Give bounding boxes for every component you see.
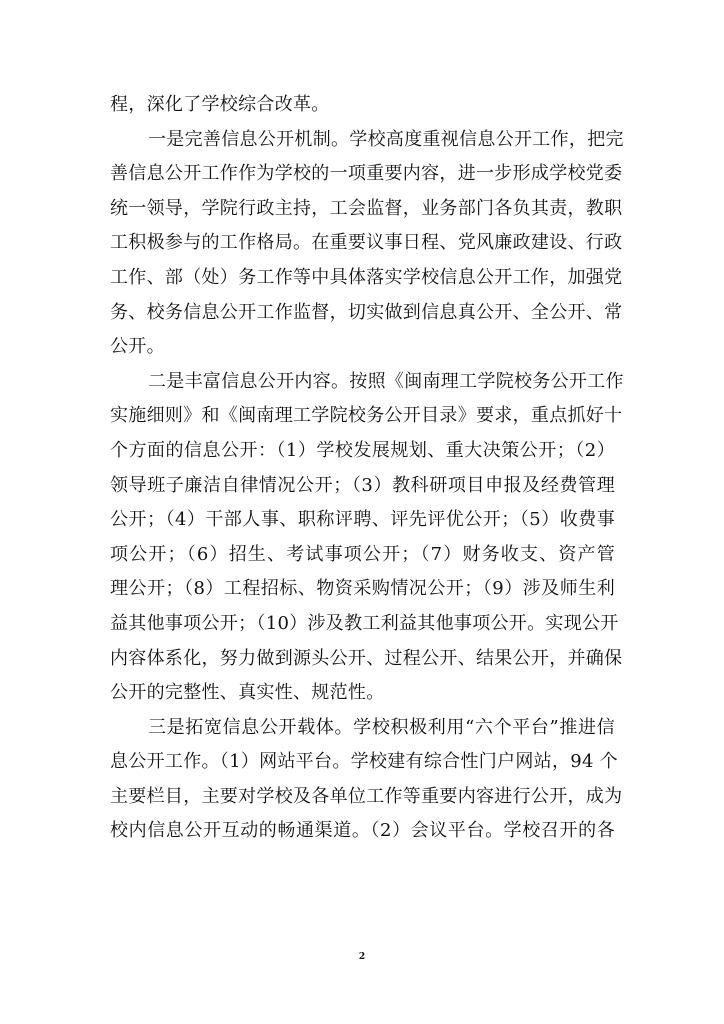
body-text bbox=[110, 88, 624, 849]
text-line: 校内信息公开互动的畅通渠道。（2）会议平台。学校召开的各 bbox=[110, 820, 615, 842]
text-line: 息公开工作。（1）网站平台。学校建有综合性门户网站，94 个 bbox=[110, 751, 619, 773]
text-line: 公开的完整性、真实性、规范性。 bbox=[110, 682, 385, 704]
text-line: 工积极参与的工作格局。在重要议事日程、党风廉政建设、行政 bbox=[110, 232, 623, 254]
text-line: 工作、部（处）务工作等中具体落实学校信息公开工作，加强党 bbox=[110, 266, 623, 288]
paragraph-first-line: 一是完善信息公开机制。学校高度重视信息公开工作，把完 bbox=[148, 128, 624, 150]
text-line: 善信息公开工作作为学校的一项重要内容，进一步形成学校党委 bbox=[110, 163, 623, 185]
text-line: 务、校务信息公开工作监督，切实做到信息真公开、全公开、常 bbox=[110, 301, 623, 323]
text-line: 程，深化了学校综合改革。 bbox=[110, 94, 330, 115]
page-number: 2 bbox=[358, 952, 366, 962]
text-line: 个方面的信息公开：（1）学校发展规划、重大决策公开；（2） bbox=[110, 439, 615, 461]
paragraph-first-line: 三是拓宽信息公开载体。学校积极利用“六个平台”推进信 bbox=[148, 716, 615, 738]
paragraph-first-line: 二是丰富信息公开内容。按照《闽南理工学院校务公开工作 bbox=[148, 370, 624, 392]
text-line: 益其他事项公开；（10）涉及教工利益其他事项公开。实现公开 bbox=[110, 612, 619, 634]
text-line: 统一领导，学院行政主持，工会监督，业务部门各负其责，教职 bbox=[110, 197, 623, 219]
text-line: 实施细则》和《闽南理工学院校务公开目录》要求，重点抓好十 bbox=[110, 405, 623, 427]
text-line: 公开。 bbox=[110, 336, 165, 358]
text-line: 理公开；（8）工程招标、物资采购情况公开；（9）涉及师生利 bbox=[110, 578, 615, 600]
text-line: 公开；（4）干部人事、职称评聘、评先评优公开；（5）收费事 bbox=[110, 509, 615, 531]
text-line: 领导班子廉洁自律情况公开；（3）教科研项目申报及经费管理 bbox=[110, 474, 615, 496]
text-line: 主要栏目，主要对学校及各单位工作等重要内容进行公开，成为 bbox=[110, 785, 623, 807]
text-line: 内容体系化，努力做到源头公开、过程公开、结果公开，并确保 bbox=[110, 647, 623, 669]
text-line: 项公开；（6）招生、考试事项公开；（7）财务收支、资产管 bbox=[110, 543, 615, 565]
